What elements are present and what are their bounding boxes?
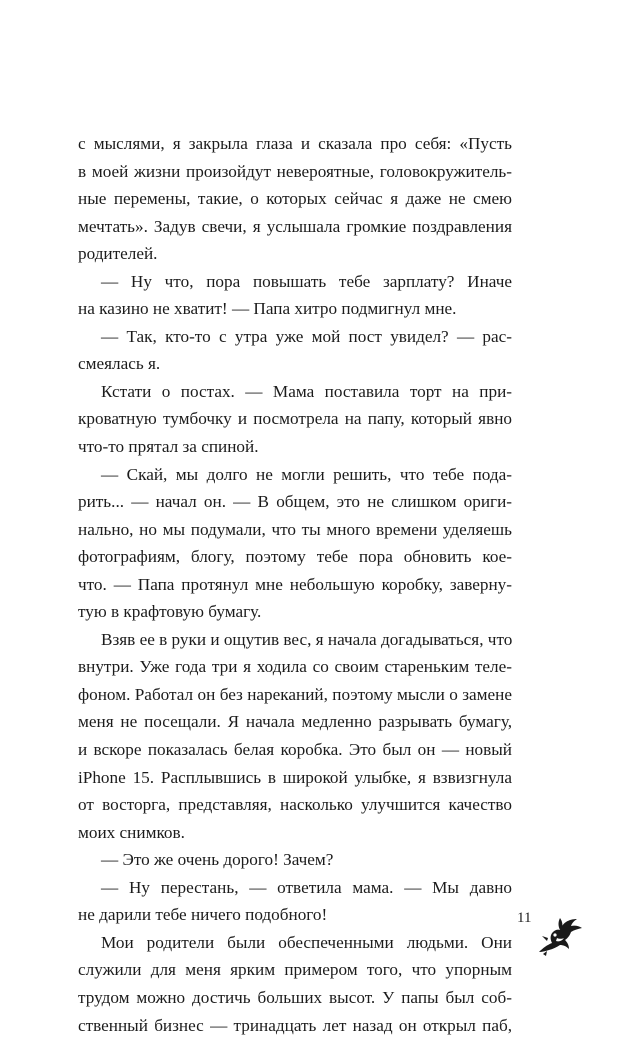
text-line: на казино не хватит! — Папа хитро подмигнул мне.	[78, 295, 512, 323]
text-line: что. — Папа протянул мне небольшую коробку, заверну-	[78, 571, 512, 599]
text-line: что-то прятал за спиной.	[78, 433, 512, 461]
text-line: служили для меня ярким примером того, что упорным	[78, 956, 512, 984]
text-line: от восторга, представляя, насколько улучшится качество	[78, 791, 512, 819]
bird-icon	[533, 908, 585, 960]
text-line: Взяв ее в руки и ощутив вес, я начала догадываться, что	[78, 626, 512, 654]
text-line: кроватную тумбочку и посмотрела на папу, который явно	[78, 405, 512, 433]
text-line: мечтать». Задув свечи, я услышала громкие поздравления	[78, 213, 512, 241]
text-line: iPhone 15. Расплывшись в широкой улыбке, я взвизгнула	[78, 764, 512, 792]
text-line: родителей.	[78, 240, 512, 268]
page-number: 11	[517, 909, 531, 927]
text-line: Кстати о постах. — Мама поставила торт на при-	[78, 378, 512, 406]
text-line: с мыслями, я закрыла глаза и сказала про себя: «Пусть	[78, 130, 512, 158]
text-line: нально, но мы подумали, что ты много времени уделяешь	[78, 516, 512, 544]
text-line: — Ну перестань, — ответила мама. — Мы давно	[78, 874, 512, 902]
text-line: не дарили тебе ничего подобного!	[78, 901, 512, 929]
text-line: — Это же очень дорого! Зачем?	[78, 846, 512, 874]
text-line: — Скай, мы долго не могли решить, что тебе пода-	[78, 461, 512, 489]
text-line: моих снимков.	[78, 819, 512, 847]
text-line: Мои родители были обеспеченными людьми. Они	[78, 929, 512, 957]
text-line: ные перемены, такие, о которых сейчас я даже не смею	[78, 185, 512, 213]
text-line: ственный бизнес — тринадцать лет назад он открыл паб,	[78, 1012, 512, 1039]
text-line: — Так, кто-то с утра уже мой пост увидел? — рас-	[78, 323, 512, 351]
text-line: рить... — начал он. — В общем, это не слишком ориги-	[78, 488, 512, 516]
body-text	[78, 130, 512, 1039]
text-line: меня не посещали. Я начала медленно разрывать бумагу,	[78, 708, 512, 736]
text-line: — Ну что, пора повышать тебе зарплату? Иначе	[78, 268, 512, 296]
text-line: фоном. Работал он без нареканий, поэтому мысли о замене	[78, 681, 512, 709]
text-line: внутри. Уже года три я ходила со своим стареньким теле-	[78, 653, 512, 681]
text-line: тую в крафтовую бумагу.	[78, 598, 512, 626]
text-line: трудом можно достичь больших высот. У папы был соб-	[78, 984, 512, 1012]
text-line: в моей жизни произойдут невероятные, головокружитель-	[78, 158, 512, 186]
text-line: фотографиям, блогу, поэтому тебе пора обновить кое-	[78, 543, 512, 571]
text-line: и вскоре показалась белая коробка. Это был он — новый	[78, 736, 512, 764]
text-line: смеялась я.	[78, 350, 512, 378]
